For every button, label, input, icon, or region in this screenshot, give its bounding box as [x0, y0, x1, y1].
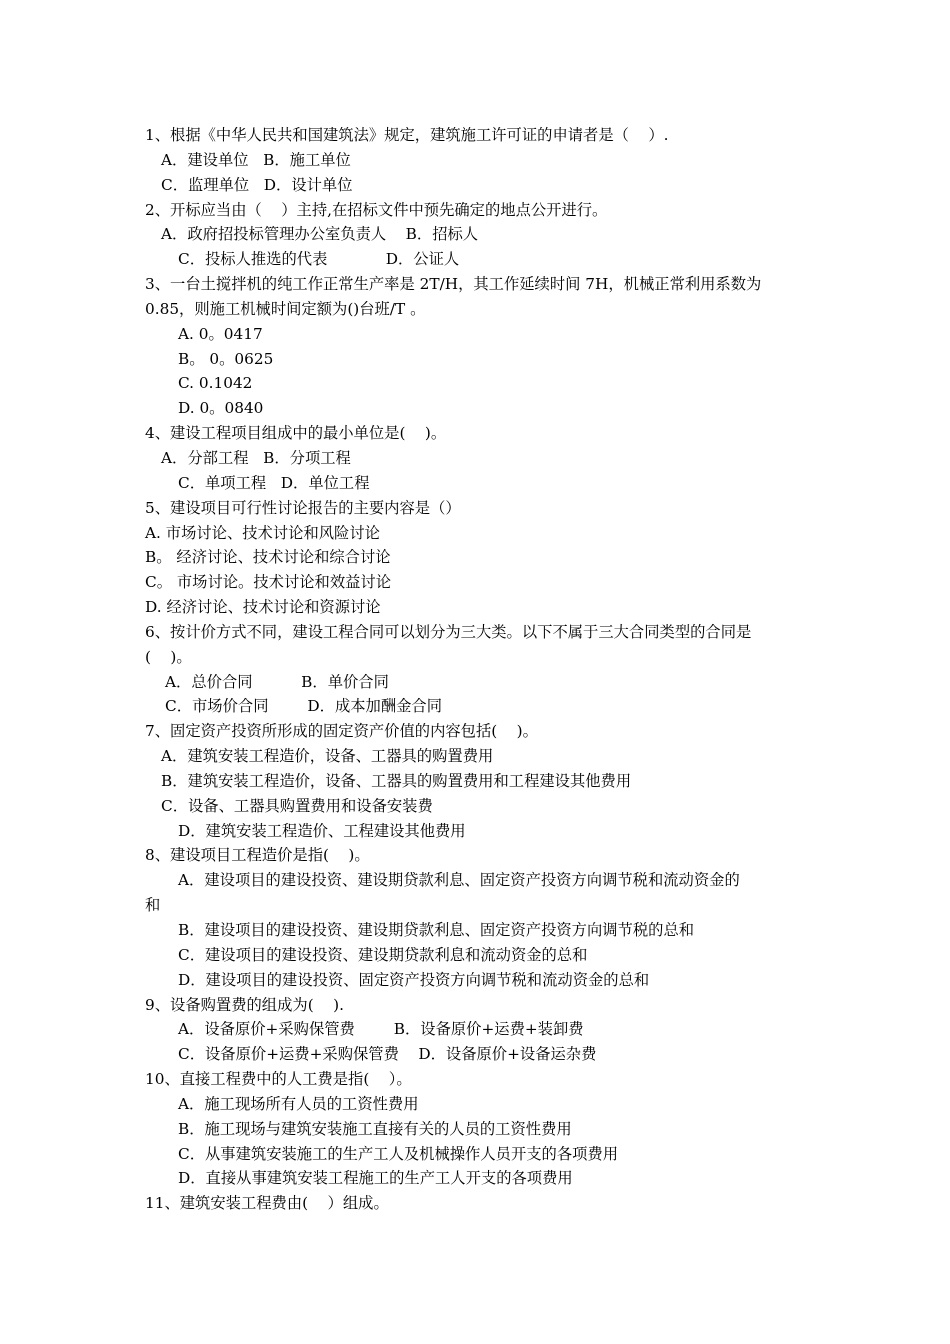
text-line: 和 [145, 896, 161, 915]
answer-option: A．建设项目的建设投资、建设期贷款利息、固定资产投资方向调节税和流动资金的 [178, 871, 740, 890]
answer-option: D．建筑安装工程造价、工程建设其他费用 [178, 821, 466, 840]
answer-option: C．设备、工器具购置费用和设备安装费 [161, 796, 433, 815]
answer-option: B．施工现场与建筑安装施工直接有关的人员的工资性费用 [178, 1119, 572, 1138]
question-text: 7、固定资产投资所形成的固定资产价值的内容包括( )。 [145, 722, 538, 741]
answer-option: A．建筑安装工程造价，设备、工器具的购置费用 [161, 747, 494, 766]
document-body [145, 123, 817, 1216]
text-line: ( )。 [145, 647, 192, 666]
question-text: 2、开标应当由（ ）主持,在招标文件中预先确定的地点公开进行。 [145, 200, 608, 219]
question-text: 1、根据《中华人民共和国建筑法》规定，建筑施工许可证的申请者是（ ）. [145, 126, 669, 144]
answer-option: C。 市场讨论。技术讨论和效益讨论 [145, 573, 392, 592]
answer-option: C．单项工程 D．单位工程 [178, 473, 370, 492]
answer-option: A．设备原价+采购保管费 B．设备原价+运费+装卸费 [178, 1020, 584, 1039]
answer-option: C．监理单位 D．设计单位 [161, 175, 353, 194]
answer-option: B。 0。0625 [178, 349, 274, 368]
answer-option: A．分部工程 B．分项工程 [161, 448, 351, 467]
answer-option: C．建设项目的建设投资、建设期贷款利息和流动资金的总和 [178, 945, 588, 964]
answer-option: D. 0。0840 [178, 399, 264, 418]
question-text: 9、设备购置费的组成为( ). [145, 995, 344, 1014]
answer-option: A．建设单位 B．施工单位 [161, 150, 351, 169]
answer-option: B．建设项目的建设投资、建设期贷款利息、固定资产投资方向调节税的总和 [178, 921, 695, 939]
answer-option: D．建设项目的建设投资、固定资产投资方向调节税和流动资金的总和 [178, 970, 650, 989]
answer-option: A．总价合同 B．单价合同 [165, 672, 389, 691]
question-text: 10、直接工程费中的人工费是指( ）。 [145, 1070, 412, 1089]
answer-option: C．设备原价+运费+采购保管费 D．设备原价+设备运杂费 [178, 1045, 597, 1064]
question-text: 8、建设项目工程造价是指( )。 [145, 846, 370, 865]
answer-option: C. 0.1042 [178, 374, 253, 393]
answer-option: C．投标人推选的代表 D．公证人 [178, 250, 460, 269]
question-text: 11、建筑安装工程费由( ）组成。 [145, 1194, 389, 1213]
answer-option: B。 经济讨论、技术讨论和综合讨论 [145, 548, 391, 567]
answer-option: C．从事建筑安装施工的生产工人及机械操作人员开支的各项费用 [178, 1144, 619, 1163]
question-text: 3、一台土搅拌机的纯工作正常生产率是 2T/H，其工作延续时间 7H，机械正常利用系数为 [145, 275, 762, 294]
question-text: 4、建设工程项目组成中的最小单位是( )。 [145, 424, 447, 443]
answer-option: D. 经济讨论、技术讨论和资源讨论 [145, 598, 381, 617]
answer-option: B．建筑安装工程造价，设备、工器具的购置费用和工程建设其他费用 [161, 771, 632, 790]
answer-option: A. 0。0417 [178, 324, 263, 343]
answer-option: D．直接从事建筑安装工程施工的生产工人开支的各项费用 [178, 1169, 573, 1188]
question-text: 5、建设项目可行性讨论报告的主要内容是（） [145, 498, 461, 517]
answer-option: A．施工现场所有人员的工资性费用 [178, 1094, 419, 1113]
answer-option: A．政府招投标管理办公室负责人 B．招标人 [161, 225, 479, 244]
text-line: 0.85，则施工机械时间定额为()台班/T 。 [145, 299, 426, 318]
answer-option: A. 市场讨论、技术讨论和风险讨论 [145, 523, 380, 542]
answer-option: C．市场价合同 D．成本加酬金合同 [165, 697, 443, 716]
question-text: 6、按计价方式不同，建设工程合同可以划分为三大类。以下不属于三大合同类型的合同是 [145, 622, 752, 641]
